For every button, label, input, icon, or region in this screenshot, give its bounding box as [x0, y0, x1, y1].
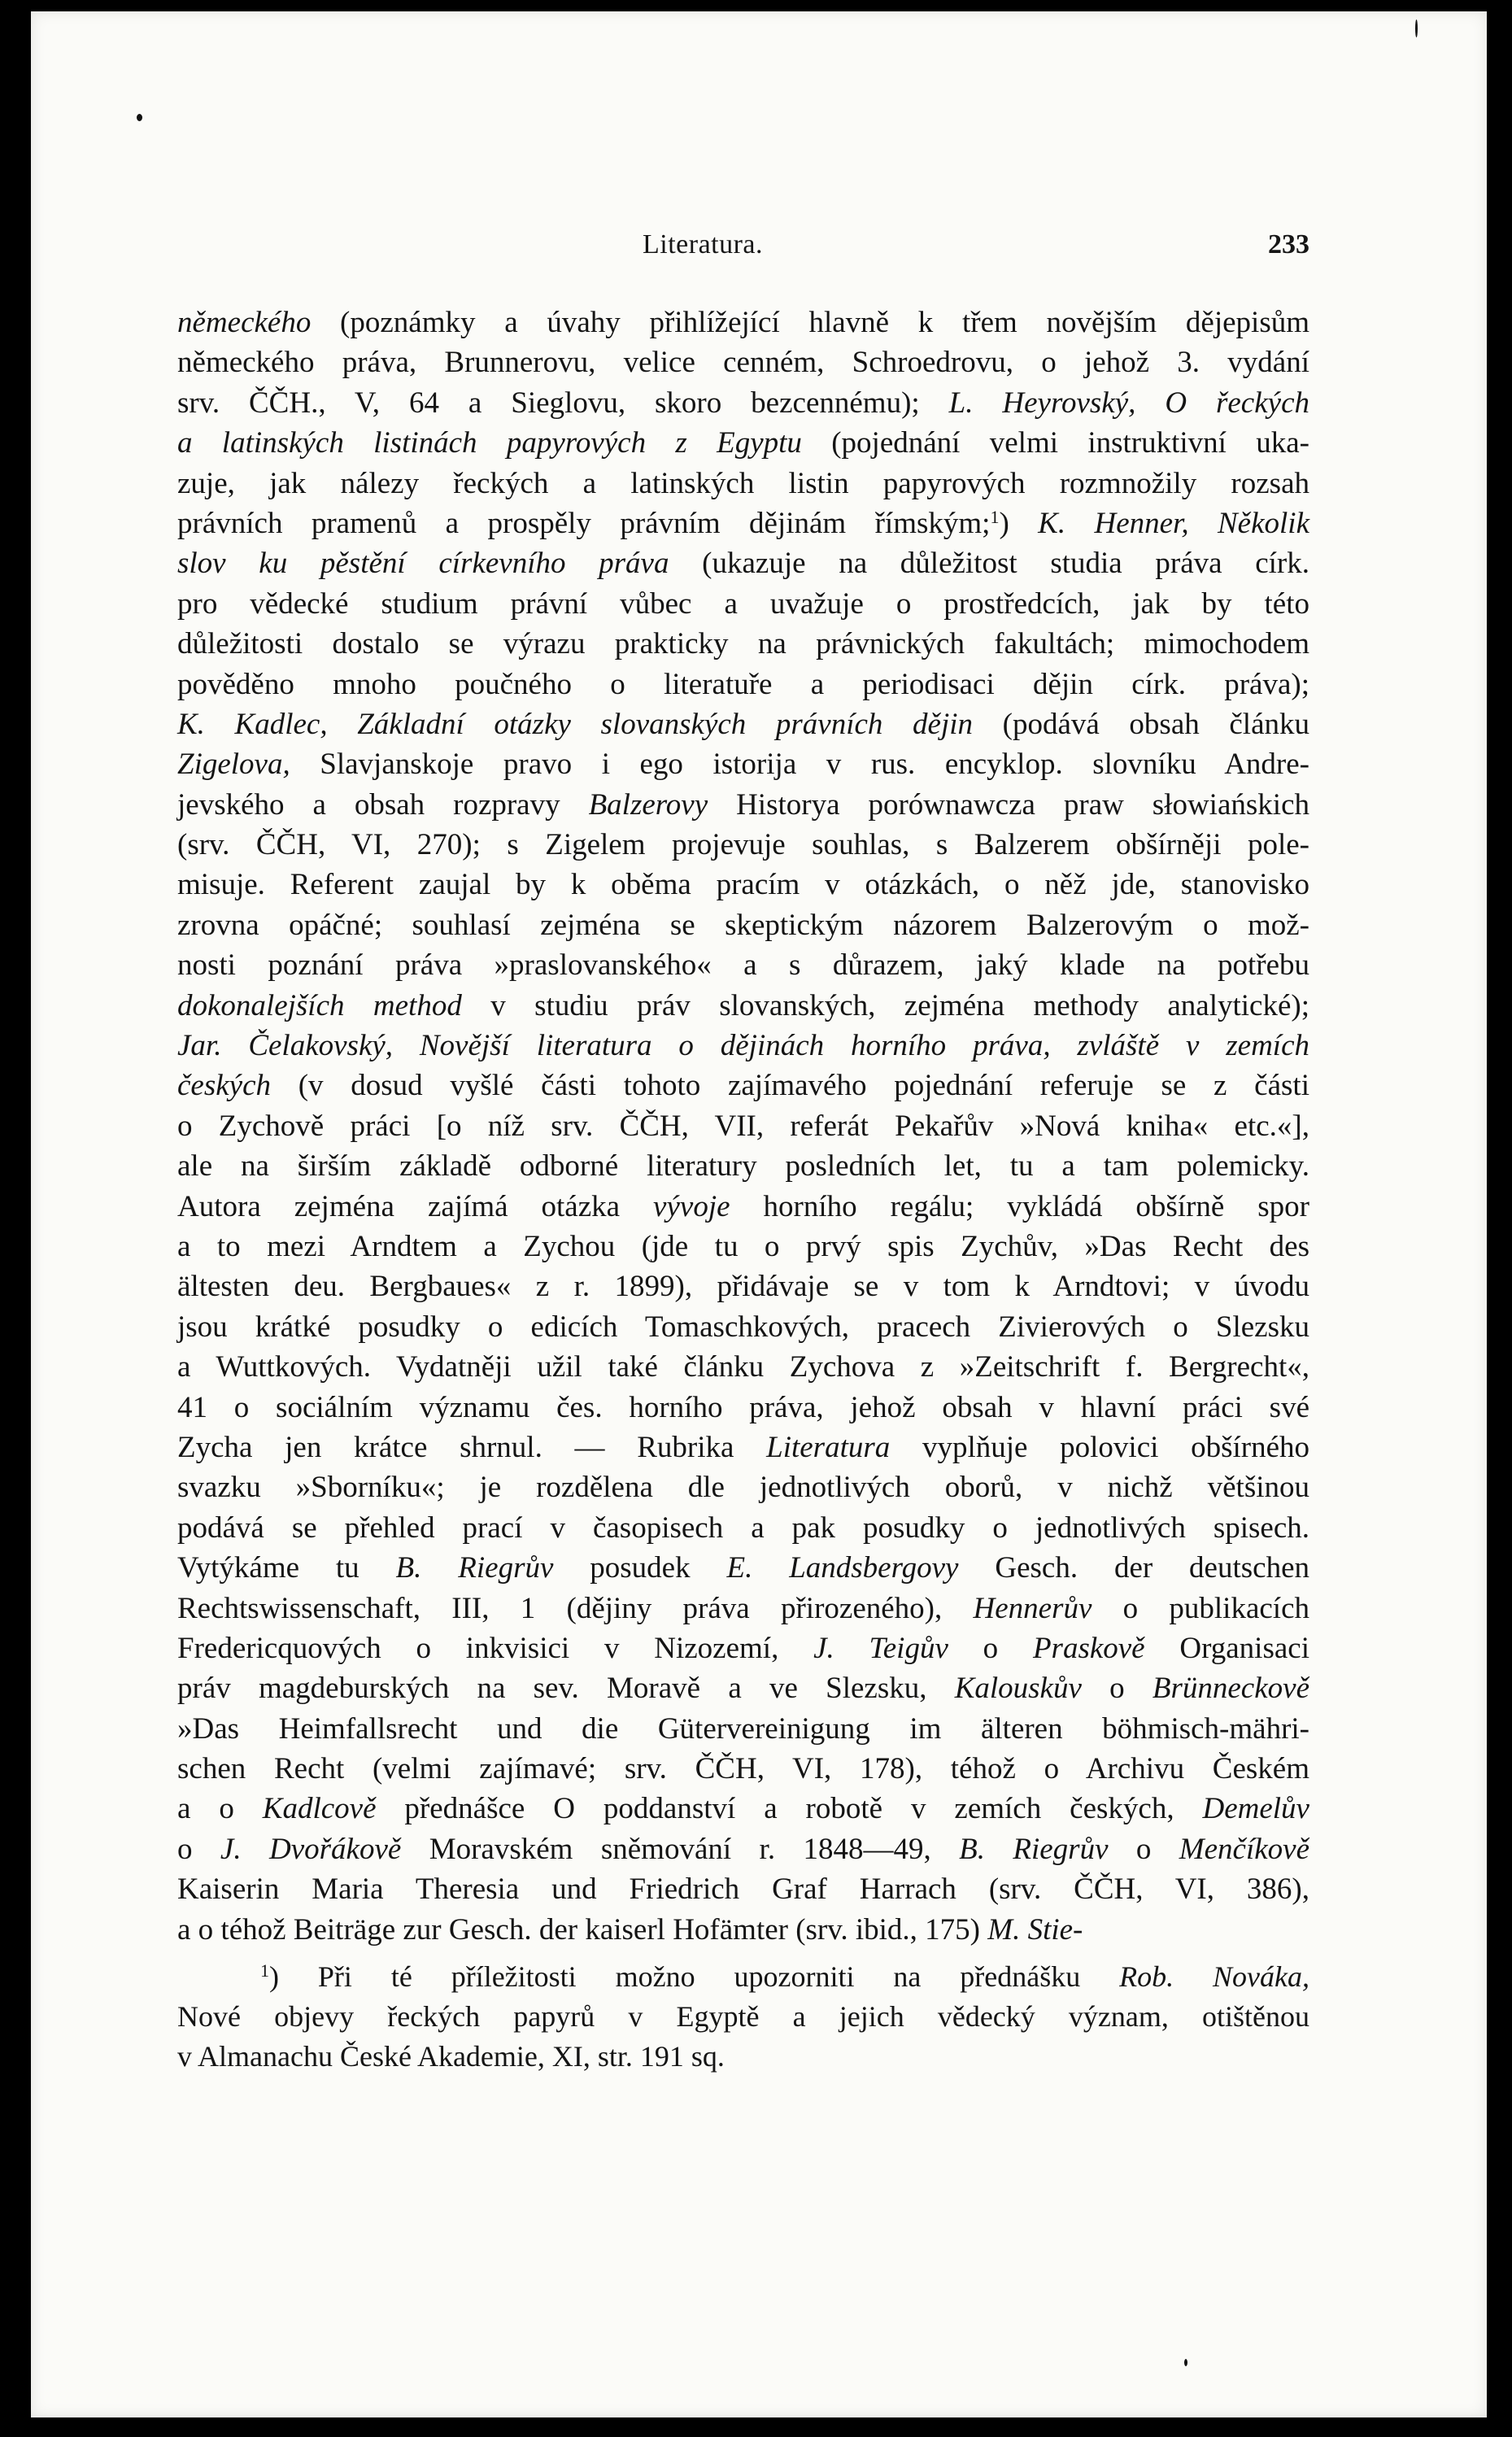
footnote-marker: 1: [990, 506, 1000, 527]
text-run: o: [948, 1631, 1033, 1665]
text-line: [177, 1388, 1309, 1428]
text-run: práv magdeburských na sev. Moravě a ve Slezsku,: [177, 1672, 955, 1706]
text-run: zuje, jak nálezy řeckých a latinských listin papyrových rozmnožily rozsah: [177, 466, 1309, 500]
text-run: (v dosud vyšlé části tohoto zajímavého pojednání referuje se z části: [271, 1069, 1309, 1103]
italic-run: B. Riegrův: [395, 1551, 554, 1585]
text-run: zrovna opáčné; souhlasí zejména se skeptickým názorem Balzerovým o mož-: [177, 908, 1309, 942]
body-text: [177, 303, 1309, 1950]
text-run: (srv. ČČH, VI, 270); s Zigelem projevuje souhlas, s Balzerem obšírněji pole-: [177, 828, 1309, 862]
text-line: [177, 342, 1309, 382]
italic-run: E. Landsbergovy: [726, 1551, 959, 1585]
italic-run: německého: [177, 306, 312, 339]
running-header: [177, 229, 1309, 262]
text-line: [177, 303, 1309, 342]
italic-run: J. Dvořákově: [220, 1832, 402, 1866]
text-run: ): [999, 506, 1039, 540]
text-run: Moravském sněmování r. 1848—49,: [401, 1832, 960, 1866]
text-run: v Almanachu České Akademie, XI, str. 191 sq.: [177, 2040, 725, 2073]
italic-run: Jar. Čelakovský, Novější literatura o dějinách horního práva, zvláště v zemích: [177, 1029, 1309, 1063]
italic-run: vývoje: [653, 1189, 730, 1223]
text-run: Historya porównawcza praw słowiańskich: [708, 787, 1309, 822]
text-run: horního regálu; vykládá obšírně spor: [730, 1189, 1309, 1223]
text-run: Slavjanskoje pravo i ego istorija v rus. encyklop. slovníku Andre-: [290, 748, 1309, 782]
text-line: [177, 543, 1309, 583]
text-run: misuje. Referent zaujal by k oběma pracím v otázkách, o něž jde, stanovisko: [177, 868, 1309, 902]
text-run: německého práva, Brunnerovu, velice cenném, Schroedrovu, o jehož 3. vydání: [177, 346, 1309, 380]
text-run: (ukazuje na důležitost studia práva círk.: [669, 547, 1309, 581]
text-run: jevského a obsah rozpravy: [177, 787, 589, 822]
text-line: [177, 865, 1309, 905]
text-run: důležitosti dostalo se výrazu prakticky na právnických fakultách; mimochodem: [177, 627, 1309, 661]
italic-run: slov ku pěstění církevního práva: [177, 547, 669, 581]
text-run: Zycha jen krátce shrnul. — Rubrika: [177, 1430, 767, 1464]
text-line: [177, 905, 1309, 945]
italic-run: K. Kadlec, Základní otázky slovanských právních dějin: [177, 707, 974, 741]
text-run: »Das Heimfallsrecht und die Gütervereinigung im älteren böhmisch-mähri-: [177, 1711, 1309, 1746]
text-line: [177, 1467, 1309, 1507]
text-run: o: [1081, 1672, 1153, 1706]
text-line: [177, 1266, 1309, 1306]
text-line: [177, 785, 1309, 825]
text-line: [177, 1709, 1309, 1749]
text-run: (podává obsah článku: [973, 707, 1309, 741]
text-line: [177, 665, 1309, 704]
text-run: Gesch. der deutschen: [958, 1551, 1310, 1585]
text-line: [177, 1589, 1309, 1628]
footnote-line: [177, 2037, 1309, 2077]
text-line: [177, 1428, 1309, 1467]
text-run: o: [1108, 1832, 1179, 1866]
text-line: [177, 744, 1309, 784]
text-run: pověděno mnoho poučného o literatuře a periodisaci dějin círk. práva);: [177, 667, 1309, 701]
text-run: Autora zejména zajímá otázka: [177, 1189, 654, 1223]
text-line: [177, 1869, 1309, 1909]
text-line: [177, 1628, 1309, 1668]
text-line: [177, 624, 1309, 664]
italic-run: Kalouskův: [954, 1672, 1082, 1706]
text-run: v studiu práv slovanských, zejména methody analytické);: [461, 988, 1309, 1022]
text-line: [177, 1749, 1309, 1789]
text-run: a o: [177, 1792, 263, 1826]
text-run: Fredericquových o inkvisici v Nizozemí,: [177, 1631, 814, 1665]
text-line: [177, 1508, 1309, 1548]
text-line: [177, 825, 1309, 865]
text-run: svazku »Sborníku«; je rozdělena dle jednotlivých oborů, v nichž většinou: [177, 1471, 1309, 1505]
text-line: [177, 1347, 1309, 1387]
text-run: (pojednání velmi instruktivní uka-: [801, 426, 1309, 460]
text-line: [177, 1066, 1309, 1105]
italic-run: Balzerovy: [588, 787, 708, 822]
text-run: srv. ČČH., V, 64 a Sieglovu, skoro bezcennému);: [177, 386, 949, 420]
italic-run: a latinských listinách papyrových z Egyptu: [177, 426, 802, 460]
text-line: [177, 584, 1309, 624]
text-run: jsou krátké posudky o edicích Tomaschkových, pracech Zivierových o Slezsku: [177, 1310, 1309, 1344]
text-run: právních pramenů a prospěly právním dějinám římským;: [177, 506, 991, 540]
italic-run: Kadlcově: [262, 1792, 377, 1826]
text-run: Kaiserin Maria Theresia und Friedrich Graf Harrach (srv. ČČH, VI, 386),: [177, 1872, 1309, 1907]
italic-run: K. Henner, Několik: [1038, 506, 1309, 540]
running-title: Literatura.: [643, 229, 764, 259]
text-line: [177, 1789, 1309, 1829]
text-run: Organisaci: [1144, 1631, 1309, 1665]
page-number: 233: [1268, 229, 1309, 259]
footnote-line: [177, 1997, 1309, 2037]
text-run: pro vědecké studium právní vůbec a uvažuje o prostředcích, jak by této: [177, 586, 1309, 621]
italic-run: dokonalejších method: [177, 988, 462, 1022]
text-run: (poznámky a úvahy přihlížející hlavně k třem novějším dějepisům: [311, 306, 1309, 339]
text-run: podává se přehled prací v časopisech a pak posudky o jednotlivých spisech.: [177, 1511, 1309, 1545]
text-run: schen Recht (velmi zajímavé; srv. ČČH, VI, 178), téhož o Archivu Českém: [177, 1752, 1309, 1786]
text-run: přednášce O poddanství a robotě v zemích českých,: [376, 1792, 1203, 1826]
text-line: [177, 1026, 1309, 1066]
italic-run: Hennerův: [973, 1591, 1092, 1625]
text-run: Nové objevy řeckých papyrů v Egyptě a jejich vědecký význam, otištěnou: [177, 2000, 1309, 2033]
italic-run: českých: [177, 1069, 272, 1103]
italic-run: Zigelova,: [177, 748, 290, 782]
italic-run: Rob. Nováka,: [1119, 1960, 1309, 1993]
text-run: ) Při té příležitosti možno upozorniti na přednášku: [269, 1960, 1120, 1993]
text-line: [177, 423, 1309, 463]
text-line: [177, 464, 1309, 504]
text-run: 41 o sociálním významu čes. horního práva, jehož obsah v hlavní práci své: [177, 1390, 1309, 1424]
footnote-marker: 1: [260, 1960, 269, 1981]
italic-run: M. Stie-: [987, 1912, 1083, 1947]
text-line: [177, 986, 1309, 1026]
text-run: o Zychově práci [o níž srv. ČČH, VII, referát Pekařův »Nová kniha« etc.«],: [177, 1109, 1309, 1143]
italic-run: J. Teigův: [813, 1631, 948, 1665]
text-run: posudek: [553, 1551, 727, 1585]
text-line: [177, 1187, 1309, 1227]
text-run: nosti poznání práva »praslovanského« a s důrazem, jaký klade na potřebu: [177, 948, 1309, 983]
text-run: vyplňuje polovici obšírného: [890, 1430, 1310, 1464]
text-line: [177, 1227, 1309, 1266]
text-run: a Wuttkových. Vydatněji užil také článku Zychova z »Zeitschrift f. Bergrecht«,: [177, 1350, 1309, 1384]
italic-run: Literatura: [766, 1430, 891, 1464]
scan-speck: [1415, 20, 1418, 37]
text-run: o publikacích: [1092, 1591, 1309, 1625]
text-line: [177, 1106, 1309, 1146]
text-run: ältesten deu. Bergbaues« z r. 1899), přidávaje se v tom k Arndtovi; v úvodu: [177, 1270, 1309, 1304]
text-line: [177, 1910, 1309, 1950]
text-run: Vytýkáme tu: [177, 1551, 396, 1585]
scan-speck: [137, 114, 142, 121]
text-run: o: [177, 1832, 220, 1866]
text-run: ale na širším základě odborné literatury posledních let, tu a tam polemicky.: [177, 1149, 1309, 1184]
text-run: a to mezi Arndtem a Zychou (jde tu o prvý spis Zychův, »Das Recht des: [177, 1229, 1309, 1263]
text-line: [177, 1829, 1309, 1869]
text-line: [177, 383, 1309, 423]
text-run: a o téhož Beiträge zur Gesch. der kaiserl Hofämter (srv. ibid., 175): [177, 1912, 988, 1947]
text-line: [177, 1548, 1309, 1588]
text-line: [177, 1146, 1309, 1186]
italic-run: Praskově: [1032, 1631, 1145, 1665]
italic-run: Menčíkově: [1179, 1832, 1310, 1866]
scan-speck: [1184, 2359, 1187, 2366]
text-line: [177, 1307, 1309, 1347]
text-line: [177, 945, 1309, 985]
italic-run: Brünneckově: [1152, 1672, 1309, 1706]
footnote-line: [177, 1957, 1309, 1997]
italic-run: Demelův: [1202, 1792, 1309, 1826]
italic-run: L. Heyrovský, O řeckých: [948, 386, 1309, 420]
italic-run: B. Riegrův: [959, 1832, 1109, 1866]
footnote: [177, 1957, 1309, 2077]
text-line: [177, 704, 1309, 744]
text-line: [177, 504, 1309, 543]
text-run: Rechtswissenschaft, III, 1 (dějiny práva přirozeného),: [177, 1591, 974, 1625]
text-line: [177, 1668, 1309, 1708]
